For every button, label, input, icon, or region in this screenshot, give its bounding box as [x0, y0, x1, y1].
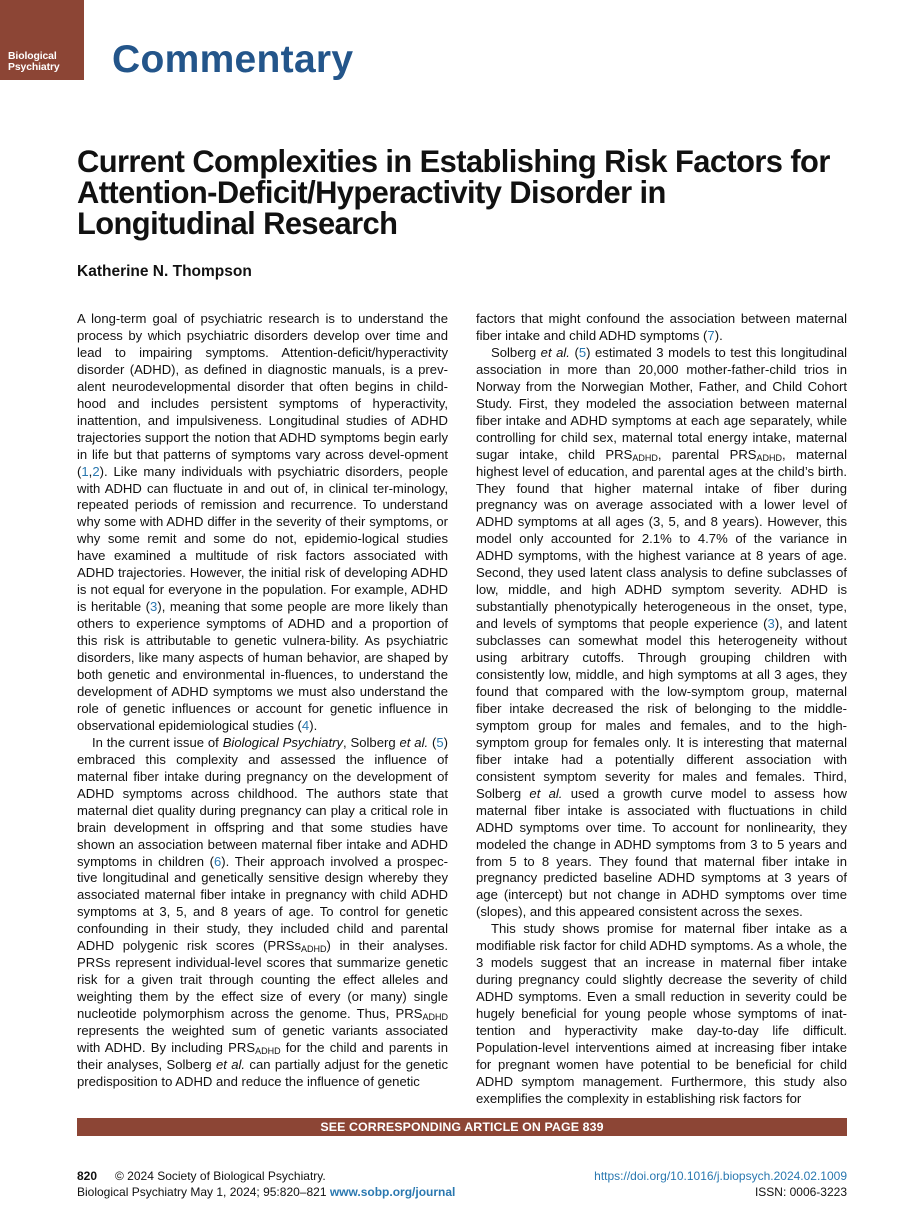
citation: Biological Psychiatry May 1, 2024; 95:820–821: [77, 1185, 330, 1199]
page-number: 820: [77, 1169, 98, 1183]
article-title: Current Complexities in Establishing Risk Factors for Attention-Deficit/Hyperactivity Disorder in Longitudinal Research: [77, 143, 830, 241]
paragraph-4: This study shows promise for maternal fiber intake as a modifiable risk factor for child ADHD symptoms. As a whole, the 3 models suggest that an increase in maternal fiber intake during pregnancy could slightly decrease the severity of child ADHD symptoms. Even a small reduction in severity could be hugely beneficial for young people whose symptoms of inat-tention and hyperactivity make day-to-day life difficult. Population-level interventions aimed at increasing fiber intake for pregnant women have potential to be beneficial for child ADHD symptom management. Furthermore, this study also exemplifies the complexity in establishing risk factors for: [476, 921, 847, 1106]
reference-link[interactable]: 2: [92, 463, 100, 479]
paragraph-2-continued: can partially adjust for the genetic predisposition to ADHD and reduce the influence of genetic: [77, 1056, 448, 1089]
issn: ISSN: 0006-3223: [754, 1185, 847, 1199]
body-column-left: [77, 311, 448, 1091]
reference-link[interactable]: 5: [436, 734, 444, 750]
paragraph-3: Solberg et al. (5) estimated 3 models to test this longitudinal association in more than 20,000 mother-father-child trios in Norway from the Norwegian Mother, Father, and Child Cohort Study. First, they modeled the association between maternal fiber intake and ADHD symptoms at each age separately, while controlling for child sex, maternal total energy intake, maternal sugar intake, child $PRS_{ADHD}$, parental $PRS_{ADHD}$, maternal highest level of education, and parental ages at the child’s birth. They found that higher maternal intake of fiber during pregnancy was on average associated with a lower level of ADHD symptoms at all ages (3, 5, and 8 years). However, this model only accounted for 2.1% to 4.7% of the variance in ADHD symptoms, with the highest variance at 8 years of age. Second, they used latent class analysis to define subclasses of low, middle, and high ADHD symptom severity. ADHD is substantially phenotypically heterogeneous in the onset, type, and levels of symptoms that people experience (3), and latent subclasses can somewhat model this heterogeneity without using arbitrary cutoffs. Through grouping children with consistently low, middle, and high symptoms at all 3 ages, they found that compared with the low-symptom group, maternal fiber intake decreased the risk of belonging to the middle-symptom group for males and females, and to the high-symptom group for females only. It is interesting that maternal fiber intake had a potentially different association with consistent symptom severity for males and females. Third, Solberg et al. used a growth curve model to assess how maternal fiber intake is associated with fluctuations in child ADHD symptoms over time. To account for nonlinearity, they modeled the change in ADHD symptoms from 3 to 5 years and from 5 to 8 years. They found that maternal fiber intake in pregnancy predicted baseline ADHD symptoms at 3 years of age (intercept) but not change in ADHD symptoms over time (slopes), and this appeared consistent across the sexes.: [476, 344, 848, 920]
reference-link[interactable]: 3: [767, 616, 775, 632]
reference-link[interactable]: 6: [214, 853, 222, 869]
reference-link[interactable]: 4: [301, 717, 310, 733]
paragraph-1: A long-term goal of psychiatric research is to understand the process by which psychiatric disorders develop over time and lead to impairing symptoms. Attention-deficit/hyperactivity disorder (ADHD), as defined in diagnostic manuals, is a prev-alent neurodevelopmental disorder that often begins in child-hood and includes persistent symptoms of hyperactivity, inattention, and impulsiveness. Longitudinal studies of ADHD trajectories support the notion that ADHD symptoms begin early in life but that patterns of symptoms vary across devel-opment (1,2). Like many individuals with psychiatric disorders, people with ADHD can fluctuate in and out of, in clinical ter-minology, repeated periods of remission and recurrence. To understand why some with ADHD differ in the severity of their symptoms, or why some remit and some do not, epidemio-logical studies have examined a multitude of risk factors associated with ADHD trajectories. However, the initial risk of developing ADHD is not equal for everyone in the population. For example, ADHD is heritable (3), meaning that some people are more likely than others to experience symptoms of ADHD and a proportion of this risk is attributable to genetic vulnera-bility. As psychiatric disorders, like many aspects of human behavior, are shaped by both genetic and environmental in-fluences, to understand the development of ADHD symptoms we must also understand the role of genetic influences or account for genetic influence in observational epidemiological studies (4).: [77, 311, 448, 733]
paragraph-2-tail: factors that might confound the association between maternal fiber intake and child ADHD symptoms (7).: [476, 311, 847, 343]
body-column-right: [476, 311, 847, 1108]
corresponding-article-banner[interactable]: SEE CORRESPONDING ARTICLE ON PAGE 839: [77, 1118, 847, 1136]
paragraph-2: In the current issue of Biological Psychiatry, Solberg et al. (5) embraced this complexity and assessed the influence of maternal fiber intake during pregnancy on the development of ADHD symptoms across childhood. The authors state that maternal diet quality during pregnancy can play a critical role in brain development in offspring and that some studies have shown an association between maternal fiber intake and ADHD symptoms in children (6). Their approach involved a prospec-tive longitudinal and genetically sensitive design whereby they associated maternal fiber intake in pregnancy with child ADHD symptoms at 3, 5, and 8 years of age. To control for genetic confounding in their study, they included child and parental ADHD polygenic risk scores (PRSs$_{ADHD}$) in their analyses. PRSs represent individual-level scores that summarize genetic risk for a given trait through counting the effect alleles and weighting them by the effect size of every (or many) single nucleotide polymorphism across the genome. Thus, $PRS_{ADHD}$ represents the weighted sum of genetic variants associated with ADHD. By including $PRS_{ADHD}$ for the child and parents in their analyses, Solberg et al. can partially adjust for the genetic predisposition to ADHD and reduce the influence of genetic: [77, 734, 449, 1089]
footer-left: [77, 1168, 455, 1200]
section-label: Commentary: [112, 38, 354, 81]
reference-link[interactable]: 3: [150, 599, 158, 615]
reference-link[interactable]: 7: [707, 327, 715, 343]
journal-url-link[interactable]: www.sobp.org/journal: [329, 1185, 456, 1199]
reference-link[interactable]: 5: [578, 344, 587, 360]
reference-link[interactable]: 1: [81, 463, 89, 479]
journal-logo: [0, 0, 84, 80]
footer-right: [594, 1168, 847, 1200]
doi-link[interactable]: https://doi.org/10.1016/j.biopsych.2024.02.1009: [594, 1169, 847, 1183]
copyright: © 2024 Society of Biological Psychiatry.: [115, 1169, 326, 1183]
author-name: Katherine N. Thompson: [77, 263, 252, 280]
journal-name: Biological Psychiatry: [8, 51, 60, 73]
